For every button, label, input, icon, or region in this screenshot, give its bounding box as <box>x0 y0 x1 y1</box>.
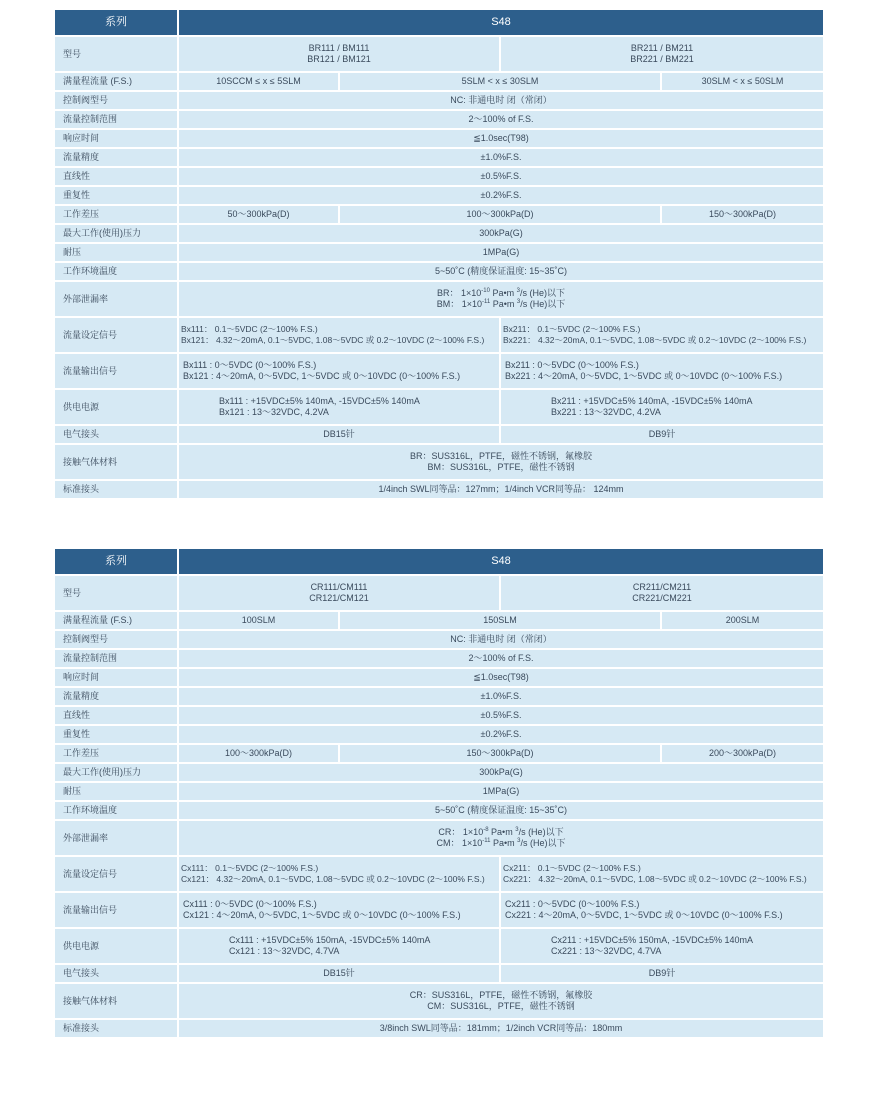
row-label: 标准接头 <box>55 1020 179 1039</box>
model-right: CR211/CM211 CR221/CM221 <box>501 576 823 612</box>
out-signal-right: Cx211 : 0～5VDC (0～100% F.S.) Cx221 : 4～20mA, 0～5VDC, 1～5VDC 或 0～10VDC (0～100% F.S.) <box>501 893 823 929</box>
proof-value: 1MPa(G) <box>179 783 823 802</box>
model-left: BR111 / BM111 BR121 / BM121 <box>179 37 501 73</box>
linearity-value: ±0.5%F.S. <box>179 707 823 726</box>
power-right: Cx211 : +15VDC±5% 150mA, -15VDC±5% 140mA Cx221 : 13～32VDC, 4.7VA <box>501 929 823 965</box>
row-label: 流量输出信号 <box>55 893 179 929</box>
row-label: 标准接头 <box>55 481 179 500</box>
row-label: 流量控制范围 <box>55 650 179 669</box>
repeatability-value: ±0.2%F.S. <box>179 726 823 745</box>
row-label: 耐压 <box>55 244 179 263</box>
fullscale-value: 30SLM < x ≤ 50SLM <box>662 73 823 92</box>
row-label: 流量精度 <box>55 688 179 707</box>
connector-right: DB9针 <box>501 426 823 445</box>
row-label: 直线性 <box>55 707 179 726</box>
fullscale-value: 5SLM < x ≤ 30SLM <box>340 73 662 92</box>
response-value: ≦1.0sec(T98) <box>179 130 823 149</box>
leak-value: BR： $1\times 10^{-10}$ Pa•m $^3$/s (He)以下 BM： $1\times 10^{-11}$ Pa•m $^3$/s (He)以下 <box>179 282 823 318</box>
fullscale-value: 10SCCM ≤ x ≤ 5SLM <box>179 73 340 92</box>
set-signal-right: Cx211： 0.1～5VDC (2～100% F.S.) Cx221： 4.32～20mA, 0.1～5VDC, 1.08～5VDC 或 0.2～10VDC (2～100% F.S.) <box>501 857 823 893</box>
set-signal-left: Bx111： 0.1～5VDC (2～100% F.S.) Bx121： 4.32～20mA, 0.1～5VDC, 1.08～5VDC 或 0.2～10VDC (2～100% F.S.) <box>179 318 501 354</box>
series-header: 系列 <box>55 10 179 37</box>
diff-pressure-value: 150～300kPa(D) <box>662 206 823 225</box>
max-pressure-value: 300kPa(G) <box>179 225 823 244</box>
series-header: 系列 <box>55 549 179 576</box>
row-label: 流量设定信号 <box>55 318 179 354</box>
diff-pressure-value: 100～300kPa(D) <box>179 745 340 764</box>
diff-pressure-value: 50～300kPa(D) <box>179 206 340 225</box>
row-label: 流量输出信号 <box>55 354 179 390</box>
row-label: 供电电源 <box>55 929 179 965</box>
out-signal-right: Bx211 : 0～5VDC (0～100% F.S.) Bx221 : 4～20mA, 0～5VDC, 1～5VDC 或 0～10VDC (0～100% F.S.) <box>501 354 823 390</box>
row-label: 最大工作(使用)压力 <box>55 225 179 244</box>
max-pressure-value: 300kPa(G) <box>179 764 823 783</box>
row-label: 流量精度 <box>55 149 179 168</box>
connector-right: DB9针 <box>501 965 823 984</box>
row-label: 接触气体材料 <box>55 984 179 1020</box>
row-label: 工作环境温度 <box>55 263 179 282</box>
temp-value: 5~50˚C (精度保证温度: 15~35˚C) <box>179 802 823 821</box>
row-label: 流量控制范围 <box>55 111 179 130</box>
model-header: S48 <box>179 549 823 576</box>
linearity-value: ±0.5%F.S. <box>179 168 823 187</box>
power-left: Cx111 : +15VDC±5% 150mA, -15VDC±5% 140mA Cx121 : 13～32VDC, 4.7VA <box>179 929 501 965</box>
fitting-value: 3/8inch SWL同等品：181mm；1/2inch VCR同等品：180mm <box>179 1020 823 1039</box>
proof-value: 1MPa(G) <box>179 244 823 263</box>
connector-left: DB15针 <box>179 426 501 445</box>
connector-left: DB15针 <box>179 965 501 984</box>
set-signal-right: Bx211： 0.1～5VDC (2～100% F.S.) Bx221： 4.32～20mA, 0.1～5VDC, 1.08～5VDC 或 0.2～10VDC (2～100% F.S.) <box>501 318 823 354</box>
model-left: CR111/CM111 CR121/CM121 <box>179 576 501 612</box>
fullscale-value: 200SLM <box>662 612 823 631</box>
diff-pressure-value: 100～300kPa(D) <box>340 206 662 225</box>
material-value: CR：SUS316L，PTFE，磁性不锈钢，氟橡胶 CM：SUS316L，PTFE，磁性不锈钢 <box>179 984 823 1020</box>
temp-value: 5~50˚C (精度保证温度: 15~35˚C) <box>179 263 823 282</box>
row-label: 流量设定信号 <box>55 857 179 893</box>
fitting-value: 1/4inch SWL同等品：127mm；1/4inch VCR同等品： 124mm <box>179 481 823 500</box>
response-value: ≦1.0sec(T98) <box>179 669 823 688</box>
power-right: Bx211 : +15VDC±5% 140mA, -15VDC±5% 140mA Bx221 : 13～32VDC, 4.2VA <box>501 390 823 426</box>
accuracy-value: ±1.0%F.S. <box>179 149 823 168</box>
row-label: 型号 <box>55 37 179 73</box>
fullscale-value: 100SLM <box>179 612 340 631</box>
valve-value: NC: 非通电时 闭（常闭） <box>179 92 823 111</box>
accuracy-value: ±1.0%F.S. <box>179 688 823 707</box>
row-label: 电气接头 <box>55 426 179 445</box>
row-label: 满量程流量 (F.S.) <box>55 612 179 631</box>
row-label: 控制阀型号 <box>55 92 179 111</box>
row-label: 控制阀型号 <box>55 631 179 650</box>
row-label: 外部泄漏率 <box>55 282 179 318</box>
row-label: 满量程流量 (F.S.) <box>55 73 179 92</box>
row-label: 响应时间 <box>55 130 179 149</box>
row-label: 重复性 <box>55 187 179 206</box>
model-right: BR211 / BM211 BR221 / BM221 <box>501 37 823 73</box>
model-header: S48 <box>179 10 823 37</box>
row-label: 外部泄漏率 <box>55 821 179 857</box>
spec-table-1 <box>55 10 823 500</box>
range-value: 2～100% of F.S. <box>179 650 823 669</box>
row-label: 工作环境温度 <box>55 802 179 821</box>
power-left: Bx111 : +15VDC±5% 140mA, -15VDC±5% 140mA Bx121 : 13～32VDC, 4.2VA <box>179 390 501 426</box>
row-label: 供电电源 <box>55 390 179 426</box>
row-label: 响应时间 <box>55 669 179 688</box>
row-label: 耐压 <box>55 783 179 802</box>
valve-value: NC: 非通电时 闭（常闭） <box>179 631 823 650</box>
spec-table-2 <box>55 549 823 1039</box>
material-value: BR：SUS316L，PTFE，磁性不锈钢，氟橡胶 BM：SUS316L，PTFE，磁性不锈钢 <box>179 445 823 481</box>
diff-pressure-value: 200～300kPa(D) <box>662 745 823 764</box>
fullscale-value: 150SLM <box>340 612 662 631</box>
out-signal-left: Bx111 : 0～5VDC (0～100% F.S.) Bx121 : 4～20mA, 0～5VDC, 1～5VDC 或 0～10VDC (0～100% F.S.) <box>179 354 501 390</box>
row-label: 电气接头 <box>55 965 179 984</box>
set-signal-left: Cx111： 0.1～5VDC (2～100% F.S.) Cx121： 4.32～20mA, 0.1～5VDC, 1.08～5VDC 或 0.2～10VDC (2～100% F.S.) <box>179 857 501 893</box>
diff-pressure-value: 150～300kPa(D) <box>340 745 662 764</box>
row-label: 接触气体材料 <box>55 445 179 481</box>
out-signal-left: Cx111 : 0～5VDC (0～100% F.S.) Cx121 : 4～20mA, 0～5VDC, 1～5VDC 或 0～10VDC (0～100% F.S.) <box>179 893 501 929</box>
row-label: 工作差压 <box>55 745 179 764</box>
row-label: 重复性 <box>55 726 179 745</box>
range-value: 2～100% of F.S. <box>179 111 823 130</box>
repeatability-value: ±0.2%F.S. <box>179 187 823 206</box>
row-label: 直线性 <box>55 168 179 187</box>
row-label: 型号 <box>55 576 179 612</box>
leak-value: CR： $1\times 10^{-8}$ Pa•m $^3$/s (He)以下 CM： $1\times 10^{-11}$ Pa•m $^3$/s (He)以下 <box>179 821 823 857</box>
row-label: 最大工作(使用)压力 <box>55 764 179 783</box>
row-label: 工作差压 <box>55 206 179 225</box>
